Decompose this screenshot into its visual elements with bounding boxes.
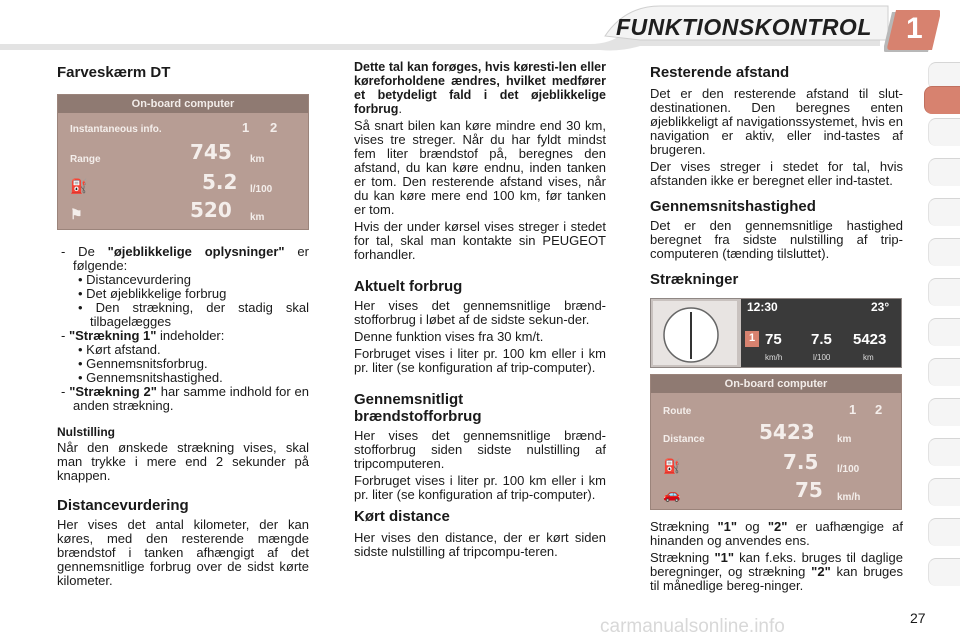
screen-title: On-board computer <box>651 375 901 393</box>
paragraph: Her vises det gennemsnitlige brænd-stofforbrug i løbet af de sidste sekun-der. <box>354 298 606 327</box>
dash-prefix: - De <box>61 244 95 259</box>
text: Strækning <box>650 519 718 534</box>
list-item: • Den strækning, der stadig skal tilbagelægges <box>78 300 309 329</box>
paragraph: Her vises det antal kilometer, der kan køres, med den resterende mængde brændstof i tanken afhængigt af det gennemsnitlige forbrug over de sidst kørte kilometer. <box>57 517 309 588</box>
chapter-tab-active[interactable] <box>924 86 960 114</box>
text: Strækning <box>650 550 715 565</box>
trip-computer-screen-image <box>650 374 902 510</box>
list-item <box>57 385 309 413</box>
term: "Strækning 1" <box>68 328 157 343</box>
chapter-tab[interactable] <box>928 198 960 226</box>
screen-unit: km <box>250 212 265 223</box>
text: og <box>737 519 768 534</box>
paragraph: Så snart bilen kan køre mindre end 30 km, vises tre streger. Når du har fyldt mindst fem liter brændstof på, beregnes den afstand, du kan køre endnu, inden tanken er tom. Den resterende afstand vises, når du kan køre mere end 100 km, før tanken er tom. <box>354 118 606 217</box>
term: "1" <box>714 550 734 565</box>
clock-dial-icon <box>653 301 737 365</box>
screen-row <box>66 140 300 169</box>
chapter-tab[interactable] <box>928 278 960 306</box>
chapter-tab[interactable] <box>928 118 960 146</box>
dash-prefix: - <box>61 328 66 343</box>
paragraph <box>354 60 606 116</box>
page-number: 27 <box>910 610 926 626</box>
list-item: • Distancevurdering <box>78 272 191 287</box>
color-screen-dt-image <box>57 94 309 230</box>
heading-line: Gennemsnitligt <box>354 391 464 408</box>
display-panel <box>741 299 901 367</box>
section-heading: Distancevurdering <box>57 497 189 514</box>
text: indeholder: <box>156 328 225 343</box>
column-2 <box>354 60 606 559</box>
chapter-tab[interactable] <box>928 398 960 426</box>
display-unit: l/100 <box>813 353 831 362</box>
list-item: • Det øjeblikkelige forbrug <box>78 286 227 301</box>
chapter-number: 1 <box>906 12 923 45</box>
heading-line: brændstofforbrug <box>354 408 482 425</box>
flag-icon: ⚑ <box>70 206 83 222</box>
paragraph: Når den ønskede strækning vises, skal man trykke i mere end 2 sekunder på knappen. <box>57 440 309 483</box>
paragraph: Det er den gennemsnitlige hastighed beregnet fra sidste nulstilling af trip-computeren (tænding tilsluttet). <box>650 218 903 261</box>
list-item <box>57 245 309 273</box>
info-list <box>57 245 309 413</box>
list-item <box>57 329 309 343</box>
display-value: 7.5 <box>811 331 832 348</box>
text: . <box>398 102 402 116</box>
outside-temp: 23° <box>871 300 890 314</box>
bold-intro: Dette tal kan forøges, hvis køresti-len eller køreforholdene ændres, hvilket medfører et betydeligt fald i det øjeblikkelige forbrug <box>354 60 606 116</box>
car-icon: 🚗 <box>663 486 681 502</box>
paragraph: Det er den resterende afstand til slut-destinationen. Den beregnes enten øjeblikkeligt af navigationssystemet, hvis en navigation er aktiv, eller ind-tastes af brugeren. <box>650 86 903 157</box>
screen-unit: l/100 <box>250 184 273 195</box>
section-heading: Strækninger <box>650 271 739 288</box>
multifunction-display-image <box>650 298 902 368</box>
paragraph <box>650 551 903 593</box>
screen-value: 520 <box>190 198 232 222</box>
display-value: 5423 <box>853 331 887 348</box>
screen-value: 5.2 <box>202 170 238 194</box>
chapter-tab[interactable] <box>928 158 960 186</box>
screen-unit: km <box>250 154 265 165</box>
term: "2" <box>811 564 831 579</box>
chapter-tab[interactable] <box>928 478 960 506</box>
section-heading <box>354 391 606 425</box>
screen-value: 745 <box>190 140 232 164</box>
screen-label: Distance <box>663 434 705 445</box>
column-1 <box>57 60 309 588</box>
screen-option: 1 <box>849 402 857 417</box>
screen-label: Route <box>663 406 692 417</box>
chapter-tabs <box>924 62 960 632</box>
term: "Strækning 2" <box>69 384 157 399</box>
text: kan bruges til månedlige bereg-ninger. <box>650 564 904 593</box>
text: har samme indhold for en anden strækning. <box>73 384 310 413</box>
term: "1" <box>717 519 737 534</box>
screen-label: Range <box>70 154 101 165</box>
screen-value: 7.5 <box>783 450 819 474</box>
list-item: • Kørt afstand. <box>78 342 161 357</box>
paragraph: Her vises den distance, der er kørt siden sidste nulstilling af tripcompu-teren. <box>354 530 606 559</box>
screen-option: 2 <box>875 402 883 417</box>
watermark: carmanualsonline.info <box>600 616 785 637</box>
text: er uafhængige af hinanden og anvendes ens. <box>650 519 903 548</box>
chapter-tab[interactable] <box>928 558 960 586</box>
chapter-tab[interactable] <box>928 518 960 546</box>
screen-row <box>659 401 893 421</box>
paragraph <box>650 520 903 548</box>
clock-time: 12:30 <box>747 300 778 314</box>
paragraph: Forbruget vises i liter pr. 100 km eller i km pr. liter (se konfiguration af trip-computer). <box>354 346 606 375</box>
paragraph: Hvis der under kørsel vises streger i stedet for tal, skal man kontakte sin PEUGEOT forhandler. <box>354 219 606 262</box>
display-value: 75 <box>765 331 782 348</box>
screen-title: On-board computer <box>58 95 308 113</box>
screen-unit: km/h <box>837 492 861 503</box>
section-heading: Resterende afstand <box>650 64 790 81</box>
list-item: • Gennemsnitshastighed. <box>78 370 223 385</box>
screen-row <box>66 170 300 199</box>
text: er følgende: <box>73 244 309 273</box>
section-heading: Farveskærm DT <box>57 64 171 81</box>
route-selector: 1 <box>745 331 759 347</box>
term: "øjeblikkelige oplysninger" <box>107 244 285 259</box>
text: kan f.eks. bruges til daglige beregninger, og strækning <box>650 550 903 579</box>
chapter-tab[interactable] <box>928 438 960 466</box>
screen-row <box>659 478 893 507</box>
chapter-tab[interactable] <box>928 318 960 346</box>
column-3 <box>650 60 903 593</box>
display-unit: km <box>863 353 874 362</box>
display-unit: km/h <box>765 353 783 362</box>
section-heading: Kørt distance <box>354 508 450 525</box>
paragraph: Der vises streger i stedet for tal, hvis afstanden ikke er beregnet eller ind-tastet. <box>650 159 903 188</box>
screen-label: Instantaneous info. <box>70 124 162 135</box>
chapter-tab[interactable] <box>928 358 960 386</box>
page-title: FUNKTIONSKONTROL <box>616 14 872 40</box>
screen-row <box>66 198 300 227</box>
paragraph: Forbruget vises i liter pr. 100 km eller i km pr. liter (se konfiguration af trip-computer). <box>354 473 606 502</box>
dash-prefix: - <box>61 384 66 399</box>
chapter-tab[interactable] <box>928 238 960 266</box>
screen-value: 5423 <box>759 420 815 444</box>
section-heading: Gennemsnitshastighed <box>650 198 816 215</box>
term: "2" <box>767 519 788 534</box>
screen-option: 1 <box>242 120 250 135</box>
paragraph: Denne funktion vises fra 30 km/t. <box>354 329 544 344</box>
screen-row <box>659 450 893 479</box>
screen-option: 2 <box>270 120 278 135</box>
screen-row <box>659 420 893 449</box>
screen-row <box>66 119 300 139</box>
fuel-pump-icon: ⛽ <box>663 458 681 474</box>
screen-value: 75 <box>795 478 823 502</box>
screen-unit: km <box>837 434 852 445</box>
fuel-pump-icon: ⛽ <box>70 178 88 194</box>
screen-unit: l/100 <box>837 464 860 475</box>
section-heading: Aktuelt forbrug <box>354 278 463 295</box>
paragraph: Her vises det gennemsnitlige brænd-stofforbrug siden sidste nulstilling af tripcomputeren. <box>354 428 606 471</box>
subheading: Nulstilling <box>57 425 115 439</box>
list-item: • Gennemsnitsforbrug. <box>78 356 208 371</box>
